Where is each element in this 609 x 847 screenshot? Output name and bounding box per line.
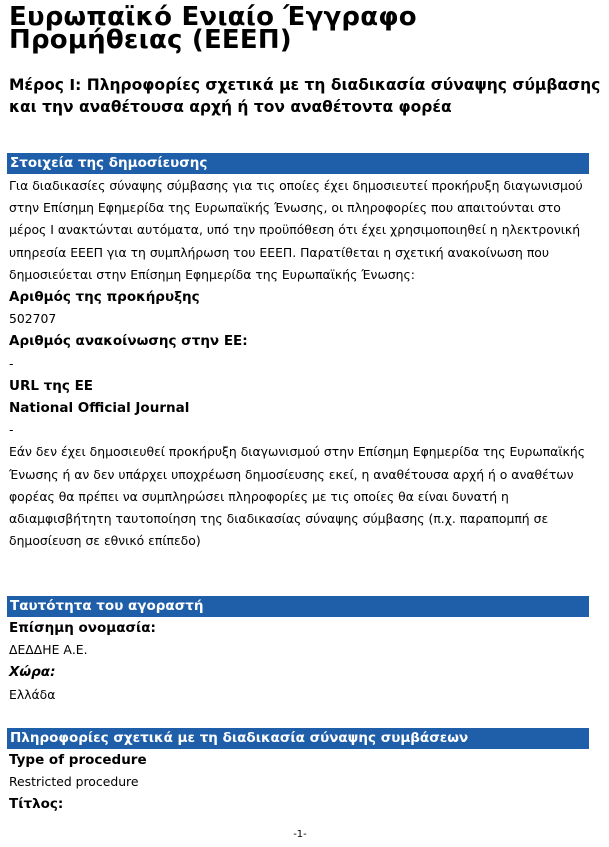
national-journal-value: - bbox=[9, 422, 14, 438]
publication-section bbox=[9, 175, 594, 552]
buyer-section bbox=[9, 617, 594, 706]
publication-note: Εάν δεν έχει δημοσιευθεί προκήρυξη διαγωνισμού στην Επίσημη Εφημερίδα της Ευρωπαϊκής Ένωσης ή αν δεν υπάρχει υποχρέωση δημοσίευσης εκεί, η αναθέτουσα αρχή ή ο αναθέτων φορέας θα πρέπει να συμπληρώσει πληροφορίες με τις οποίες θα είναι δυνατή η αδιαμφισβήτητη ταυτοποίηση της διαδικασίας σύναψης σύμβασης (π.χ. παραπομπή σε δημοσίευση σε εθνικό επίπεδο) bbox=[9, 444, 585, 549]
part-title: Μέρος I: Πληροφορίες σχετικά με τη διαδικασία σύναψης σύμβασης και την αναθέτουσα αρχή ή τον αναθέτοντα φορέα bbox=[9, 76, 601, 116]
notice-number-label: Αριθμός της προκήρυξης bbox=[9, 289, 200, 306]
section-header-buyer: Ταυτότητα του αγοραστή bbox=[7, 596, 589, 617]
country-label: Χώρα: bbox=[9, 664, 56, 681]
official-name-value: ΔΕΔΔΗΕ Α.Ε. bbox=[9, 642, 88, 658]
document-title: Ευρωπαϊκό Ενιαίο Έγγραφο Προμήθειας (ΕΕΕΠ) bbox=[9, 2, 417, 55]
section-header-publication: Στοιχεία της δημοσίευσης bbox=[7, 153, 589, 174]
page-number: -1- bbox=[293, 829, 307, 840]
section-header-procedure: Πληροφορίες σχετικά με τη διαδικασία σύναψης συμβάσεων bbox=[7, 728, 589, 749]
eu-url-label: URL της ΕΕ bbox=[9, 377, 94, 394]
procedure-section bbox=[9, 749, 594, 816]
official-name-label: Επίσημη ονομασία: bbox=[9, 620, 156, 636]
country-value: Ελλάδα bbox=[9, 686, 56, 702]
eu-notice-value: - bbox=[9, 355, 14, 371]
notice-number-value: 502707 bbox=[9, 311, 57, 327]
procedure-title-label: Τίτλος: bbox=[9, 796, 64, 813]
publication-intro: Για διαδικασίες σύναψης σύμβασης για τις οποίες έχει δημοσιευτεί προκήρυξη διαγωνισμού στην Επίσημη Εφημερίδα της Ευρωπαϊκής Ένωσης, οι πληροφορίες που απαιτούνται στο μέρος I ανακτώνται αυτόματα, υπό την προϋπόθεση ότι έχει χρησιμοποιηθεί η ηλεκτρονική υπηρεσία ΕΕΕΠ για τη συμπλήρωση του ΕΕΕΠ. Παρατίθεται η σχετική ανακοίνωση που δημοσιεύεται στην Επίσημη Εφημερίδα της Ευρωπαϊκής Ένωσης: bbox=[9, 178, 583, 282]
procedure-type-label: Type of procedure bbox=[9, 752, 147, 768]
eu-notice-label: Αριθμός ανακοίνωσης στην ΕΕ: bbox=[9, 333, 248, 350]
national-journal-label: National Official Journal bbox=[9, 400, 190, 417]
procedure-type-value: Restricted procedure bbox=[9, 774, 139, 790]
